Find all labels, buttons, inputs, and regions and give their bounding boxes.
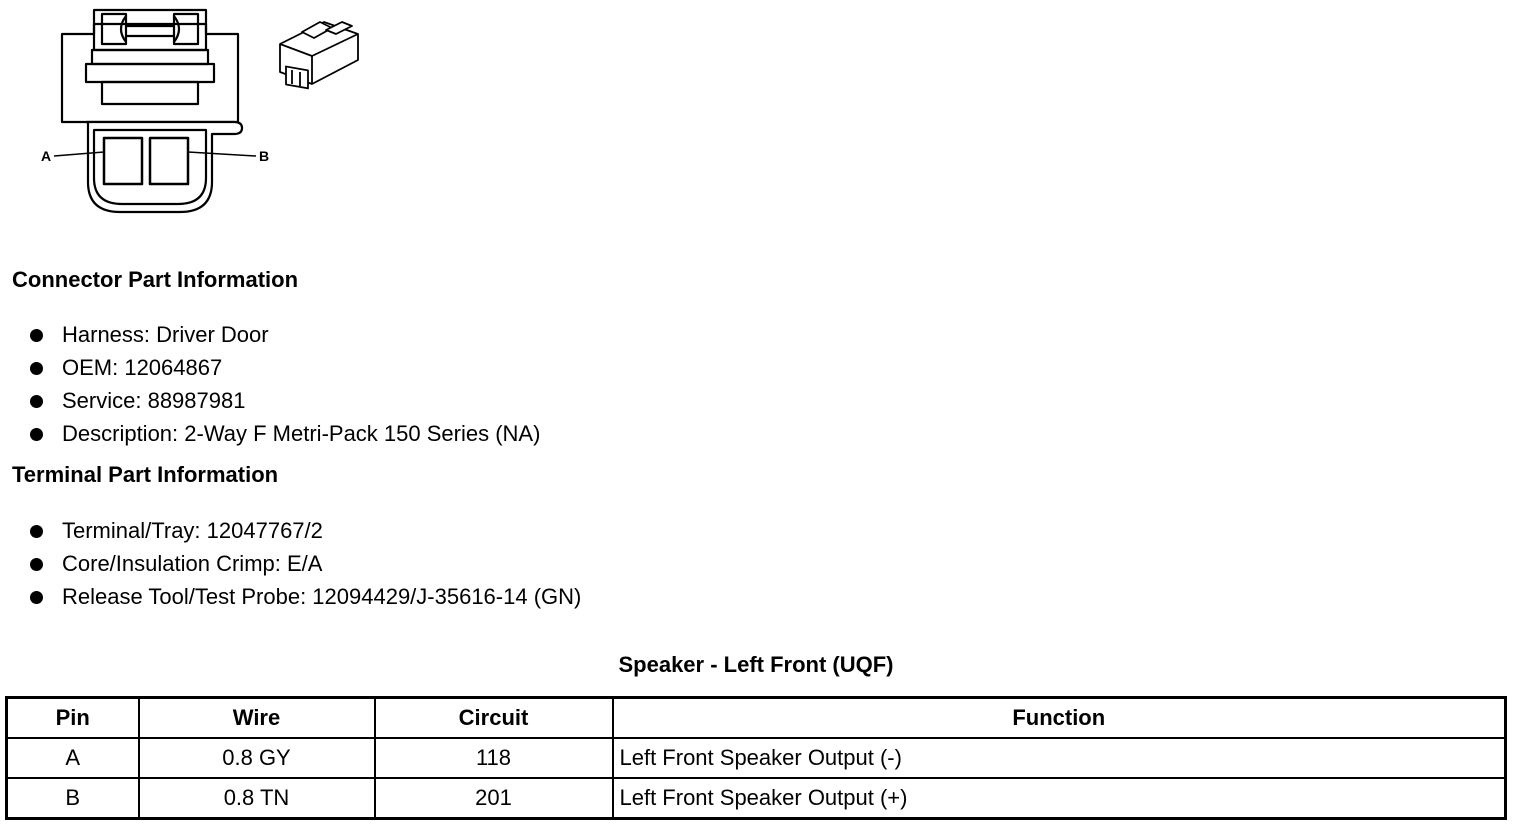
cell-circuit: 201: [375, 778, 613, 819]
cell-wire: 0.8 GY: [139, 738, 375, 778]
column-header-function: Function: [613, 698, 1506, 739]
column-header-circuit: Circuit: [375, 698, 613, 739]
bullet-icon: [30, 591, 43, 604]
pinout-table: [5, 696, 1507, 820]
list-item: [28, 320, 540, 353]
table-header-row: [7, 698, 1506, 739]
list-item-text: Harness: Driver Door: [62, 322, 269, 347]
list-item-text: Core/Insulation Crimp: E/A: [62, 551, 323, 576]
bullet-icon: [30, 428, 43, 441]
list-item-text: Description: 2-Way F Metri-Pack 150 Series (NA): [62, 421, 541, 446]
list-item-text: Release Tool/Test Probe: 12094429/J-35616-14 (GN): [62, 584, 582, 609]
bullet-icon: [30, 329, 43, 342]
cell-function: Left Front Speaker Output (+): [613, 778, 1506, 819]
column-header-wire: Wire: [139, 698, 375, 739]
list-item-text: Service: 88987981: [62, 388, 246, 413]
list-item: [28, 353, 540, 386]
connector-face-diagram: [30, 4, 290, 220]
table-row: [7, 778, 1506, 819]
connector-part-info-heading: Connector Part Information: [12, 267, 299, 292]
terminal-part-info-heading: Terminal Part Information: [12, 462, 279, 487]
list-item: [28, 516, 581, 549]
bullet-icon: [30, 362, 43, 375]
column-header-pin: Pin: [7, 698, 139, 739]
connector-isometric-thumbnail: [272, 8, 368, 98]
list-item-text: Terminal/Tray: 12047767/2: [62, 518, 323, 543]
bullet-icon: [30, 525, 43, 538]
pin-b-label: B: [259, 148, 270, 164]
cell-function: Left Front Speaker Output (-): [613, 738, 1506, 778]
list-item: [28, 419, 540, 452]
cell-pin: B: [7, 778, 139, 819]
connector-part-info-list: [28, 320, 540, 452]
list-item-text: OEM: 12064867: [62, 355, 223, 380]
terminal-part-info-list: [28, 516, 581, 615]
bullet-icon: [30, 395, 43, 408]
list-item: [28, 582, 581, 615]
list-item: [28, 549, 581, 582]
bullet-icon: [30, 558, 43, 571]
cell-pin: A: [7, 738, 139, 778]
list-item: [28, 386, 540, 419]
cell-circuit: 118: [375, 738, 613, 778]
cell-wire: 0.8 TN: [139, 778, 375, 819]
table-row: [7, 738, 1506, 778]
pin-a-label: A: [41, 148, 52, 164]
table-title: Speaker - Left Front (UQF): [618, 652, 894, 677]
